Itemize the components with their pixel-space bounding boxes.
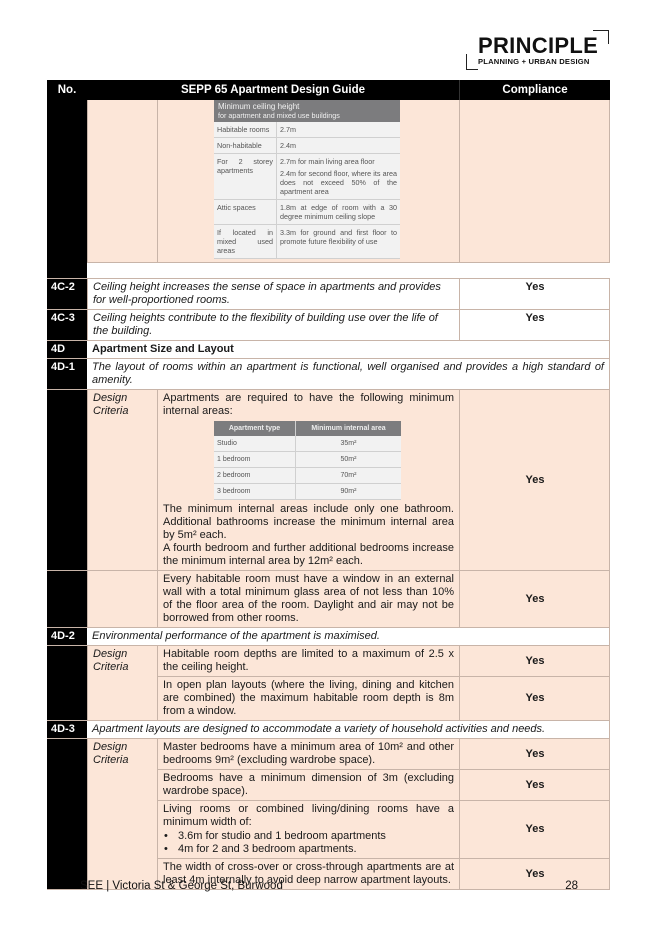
- ceiling-table-header: [214, 100, 400, 122]
- ceiling-value: 3.3m for ground and first floor to promote future flexibility of use: [280, 228, 397, 246]
- ceiling-value: 2.7m for main living area floor: [280, 157, 375, 166]
- area-header-type: Apartment type: [214, 421, 296, 436]
- row-number: 4D-2: [47, 628, 87, 645]
- criteria-paragraph: A fourth bedroom and further additional bedrooms increase the minimum internal area by 12m² each.: [163, 542, 454, 567]
- row-compliance: Yes: [459, 859, 610, 889]
- row-compliance: Yes: [459, 739, 610, 769]
- row-objective: Environmental performance of the apartment is maximised.: [92, 630, 380, 642]
- row-compliance: Yes: [459, 279, 610, 309]
- row-compliance: Yes: [459, 310, 610, 340]
- header-no: No.: [57, 83, 77, 96]
- row-compliance: Yes: [459, 571, 610, 627]
- area-table-header: [214, 421, 401, 436]
- ceiling-key: If located in mixed used areas: [214, 225, 277, 258]
- table-spacer-row: [47, 262, 610, 278]
- row-number: [47, 571, 87, 627]
- table-row-4d-1: [47, 358, 610, 389]
- area-table-row: [214, 484, 401, 500]
- row-compliance: Yes: [459, 770, 610, 800]
- table-row-4d: [47, 340, 610, 358]
- area-table-row: [214, 468, 401, 484]
- ceiling-table-title: Minimum ceiling height: [218, 102, 300, 111]
- table-row-4d-1-criteria-b: [47, 570, 610, 627]
- row-number: 4D: [47, 341, 87, 358]
- criteria-group: [157, 739, 610, 889]
- table-row-ceiling-heights: [47, 100, 610, 262]
- row-number: 4D-3: [47, 721, 87, 738]
- area-value: 90m²: [340, 488, 357, 495]
- row-compliance: Yes: [459, 677, 610, 720]
- row-number: 4D-1: [47, 359, 87, 389]
- area-header-min: Minimum internal area: [311, 425, 386, 432]
- area-type: 2 bedroom: [214, 468, 296, 483]
- row-sub: [87, 100, 157, 262]
- row-number: [47, 646, 87, 720]
- criteria-item: [157, 769, 610, 800]
- criteria-item: [157, 676, 610, 720]
- ceiling-height-table: [214, 100, 400, 259]
- criteria-group: [157, 646, 610, 720]
- table-row-4d-2: [47, 627, 610, 645]
- table-row-4d-2-criteria: [47, 645, 610, 720]
- ceiling-table-row: [214, 138, 400, 154]
- criteria-intro: Apartments are required to have the following minimum internal areas:: [163, 392, 454, 417]
- row-compliance: [459, 100, 610, 262]
- logo-brand: PRINCIPLE: [478, 33, 599, 58]
- row-number: 4C-3: [47, 310, 87, 340]
- row-main: In open plan layouts (where the living, dining and kitchen are combined) the maximum habitable room depth is 8m from a window.: [157, 677, 459, 720]
- row-objective: Ceiling heights contribute to the flexibility of building use over the life of the building.: [87, 310, 459, 340]
- area-type: Studio: [214, 436, 296, 451]
- row-number: 4C-2: [47, 279, 87, 309]
- page-number: 28: [565, 880, 578, 892]
- row-objective: The layout of rooms within an apartment is functional, well organised and provides a high standard of amenity.: [92, 361, 604, 386]
- table-row-4c-3: [47, 309, 610, 340]
- ceiling-key: For 2 storey apartments: [214, 154, 277, 199]
- row-sub-label: Design Criteria: [87, 646, 157, 720]
- row-main: Every habitable room must have a window in an external wall with a total minimum glass area of not less than 10% of the floor area of the room. Daylight and air may not be borrowed from other rooms.: [157, 571, 459, 627]
- ceiling-value: 2.4m: [280, 141, 296, 150]
- area-table-row: [214, 436, 401, 452]
- bullet-item: • 3.6m for studio and 1 bedroom apartments: [163, 830, 454, 843]
- criteria-bullets: [163, 830, 454, 856]
- logo-corner-bottom-left: [466, 54, 478, 70]
- ceiling-table-subtitle: for apartment and mixed use buildings: [218, 111, 340, 120]
- criteria-item: [157, 800, 610, 858]
- row-main: Bedrooms have a minimum dimension of 3m (excluding wardrobe space).: [157, 770, 459, 800]
- page-footer: [80, 880, 578, 892]
- row-empty: [87, 262, 610, 278]
- ceiling-key: Habitable rooms: [214, 122, 277, 137]
- ceiling-table-row: [214, 200, 400, 225]
- row-main: Habitable room depths are limited to a maximum of 2.5 x the ceiling height.: [157, 646, 459, 676]
- ceiling-table-row: [214, 154, 400, 200]
- ceiling-key: Non-habitable: [214, 138, 277, 153]
- section-heading: Apartment Size and Layout: [92, 343, 234, 355]
- row-number: [47, 390, 87, 570]
- header-guide: SEPP 65 Apartment Design Guide: [180, 83, 366, 96]
- row-sub-label: Design Criteria: [87, 739, 157, 889]
- criteria-text: Living rooms or combined living/dining rooms have a minimum width of:: [163, 803, 454, 828]
- row-sub: [87, 571, 157, 627]
- ceiling-key: Attic spaces: [214, 200, 277, 224]
- row-objective: Ceiling height increases the sense of space in apartments and provides for well-proportioned rooms.: [87, 279, 459, 309]
- area-value: 70m²: [340, 472, 357, 479]
- criteria-paragraph: The minimum internal areas include only one bathroom. Additional bathrooms increase the minimum internal area by 5m² each.: [163, 503, 454, 541]
- row-main: Master bedrooms have a minimum area of 10m² and other bedrooms 9m² (excluding wardrobe space).: [157, 739, 459, 769]
- table-row-4d-3-criteria: [47, 738, 610, 890]
- row-number: [47, 262, 87, 278]
- criteria-item: [157, 646, 610, 676]
- ceiling-table-row: [214, 122, 400, 138]
- table-row-4d-1-criteria-a: [47, 389, 610, 570]
- row-compliance: Yes: [459, 801, 610, 858]
- ceiling-table-row: [214, 225, 400, 259]
- header-compliance: Compliance: [459, 80, 610, 100]
- row-main: [157, 801, 459, 858]
- criteria-item: [157, 739, 610, 769]
- row-main: [157, 100, 459, 262]
- table-row-4c-2: [47, 278, 610, 309]
- sepp65-compliance-table: [47, 80, 610, 890]
- bullet-item: • 4m for 2 and 3 bedroom apartments.: [163, 843, 454, 856]
- row-compliance: Yes: [459, 646, 610, 676]
- logo-tagline: PLANNING + URBAN DESIGN: [478, 57, 590, 66]
- ceiling-value: 1.8m at edge of room with a 30 degree minimum ceiling slope: [280, 203, 397, 221]
- principle-logo: [466, 28, 616, 74]
- row-main: [157, 390, 459, 570]
- footer-document-title: SEE | Victoria St & George St, Burwood: [80, 880, 283, 892]
- table-header-row: [47, 80, 610, 100]
- row-main: The width of cross-over or cross-through apartments are at least 4m internally to avoid deep narrow apartment layouts.: [157, 859, 459, 889]
- apartment-area-table: [214, 421, 401, 500]
- area-value: 35m²: [340, 440, 357, 447]
- ceiling-value: 2.7m: [280, 125, 296, 134]
- area-type: 1 bedroom: [214, 452, 296, 467]
- row-number: [47, 100, 87, 262]
- area-type: 3 bedroom: [214, 484, 296, 499]
- ceiling-value: 2.4m for second floor, where its area does not exceed 50% of the apartment area: [280, 169, 397, 196]
- table-row-4d-3: [47, 720, 610, 738]
- row-sub-label: Design Criteria: [87, 390, 157, 570]
- area-table-row: [214, 452, 401, 468]
- area-value: 50m²: [340, 456, 357, 463]
- row-compliance: Yes: [459, 390, 610, 570]
- row-number: [47, 739, 87, 889]
- row-objective: Apartment layouts are designed to accommodate a variety of household activities and needs.: [92, 723, 546, 735]
